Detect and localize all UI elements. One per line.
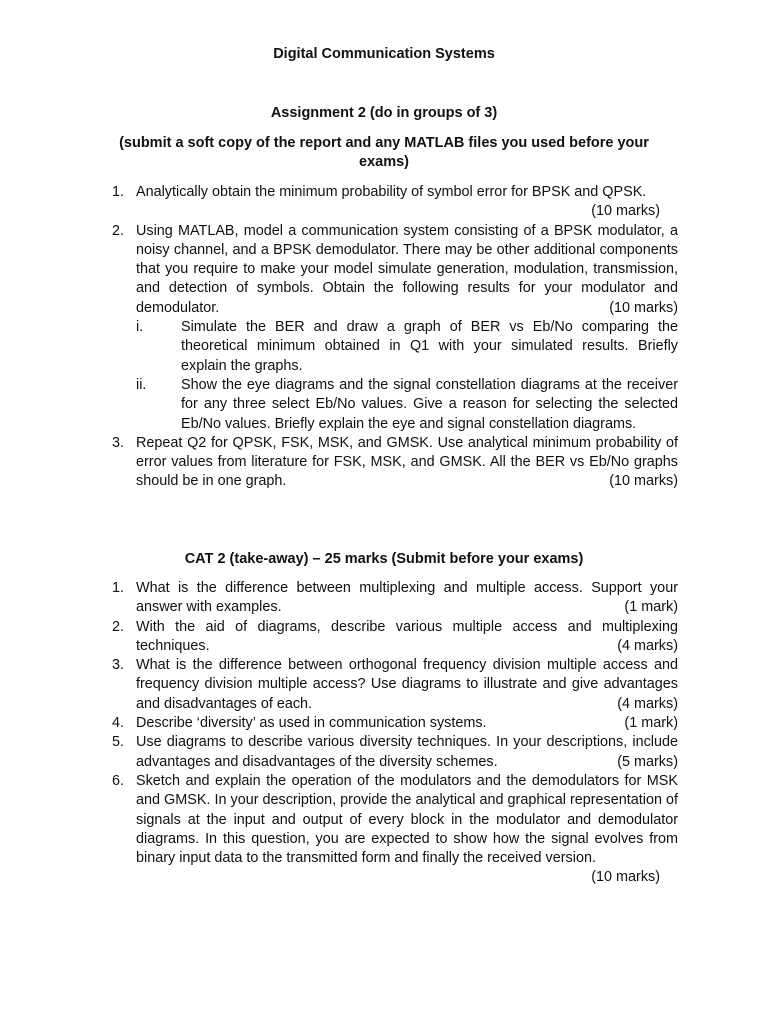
sub-item-text: Simulate the BER and draw a graph of BER vs Eb/No comparing the theoretical minimum obtained in Q1 with your simulated results. Briefly explain the graphs. (181, 319, 678, 374)
item-marks: (10 marks) (591, 869, 660, 886)
sub-item-number: i. (136, 319, 144, 336)
item-number: 6. (112, 772, 125, 789)
list-item (0, 733, 678, 772)
item-text: Use diagrams to describe various diversity techniques. In your descriptions, include advantages and disadvantages of the diversity schemes. (136, 734, 678, 770)
document-title: Digital Communication Systems (273, 46, 495, 62)
item-marks: (10 marks) (609, 473, 678, 490)
sub-item-text: Show the eye diagrams and the signal constellation diagrams at the receiver for any three select Eb/No values. Give a reason for selecting the selected Eb/No values. Briefly explain the eye and signal constellation diagrams. (181, 376, 678, 432)
cat-heading: CAT 2 (take-away) – 25 marks (Submit before your exams) (184, 551, 584, 567)
list-item (0, 656, 678, 714)
item-text: Sketch and explain the operation of the modulators and the demodulators for MSK and GMSK. In your description, provide the analytical and graphical representation of signals at the input and output of every block in the modulator and demodulator diagrams. In this question, you are expected to show how the signal evolves from binary input data to the transmitted form and finally the received version. (136, 772, 678, 867)
item-marks: (1 mark) (624, 599, 678, 616)
item-marks: (5 marks) (617, 753, 678, 770)
item-number: 4. (112, 715, 125, 732)
cat-list (0, 579, 768, 888)
item-text: Using MATLAB, model a communication system consisting of a BPSK modulator, a noisy channel, and a BPSK demodulator. There may be other additional components that you require to make your model simulate generation, modulation, transmission, and detection of symbols. Obtain the following results for your modulator and demodulator. (136, 222, 678, 316)
list-item (0, 434, 678, 492)
submit-note: (submit a soft copy of the report and any MATLAB files you used before your exams) (119, 135, 649, 170)
item-text: Repeat Q2 for QPSK, FSK, MSK, and GMSK. Use analytical minimum probability of error values from literature for FSK, MSK, and GMSK. All the BER vs Eb/No graphs should be in one graph. (136, 434, 678, 490)
item-text: With the aid of diagrams, describe various multiple access and multiplexing techniques. (136, 618, 678, 654)
item-number: 2. (112, 618, 125, 635)
list-item (0, 222, 678, 318)
item-marks: (4 marks) (617, 637, 678, 654)
assignment-heading: Assignment 2 (do in groups of 3) (270, 105, 498, 121)
item-marks: (4 marks) (617, 695, 678, 712)
assignment-list (0, 183, 768, 492)
item-text: What is the difference between multiplexing and multiple access. Support your answer with examples. (136, 580, 678, 616)
sub-item (0, 318, 678, 376)
item-text: What is the difference between orthogonal frequency division multiple access and frequency division multiple access? Use diagrams to illustrate and give advantages and disadvantages of each. (136, 657, 678, 712)
sub-item (0, 376, 678, 434)
list-item (0, 579, 678, 618)
item-marks: (10 marks) (609, 299, 678, 316)
item-number: 1. (112, 580, 125, 596)
item-number: 5. (112, 734, 125, 751)
item-number: 3. (112, 657, 125, 674)
list-item (0, 183, 678, 222)
sub-item-number: ii. (136, 376, 147, 393)
list-item (0, 714, 678, 733)
item-number: 1. (112, 184, 125, 200)
item-text: Analytically obtain the minimum probability of symbol error for BPSK and QPSK. (136, 184, 647, 200)
item-marks: (1 mark) (624, 715, 678, 732)
list-item (0, 772, 678, 888)
item-marks: (10 marks) (591, 203, 660, 220)
item-text: Describe ‘diversity’ as used in communication systems. (136, 715, 487, 732)
list-item (0, 618, 678, 657)
item-number: 2. (112, 222, 125, 239)
item-number: 3. (112, 434, 125, 451)
